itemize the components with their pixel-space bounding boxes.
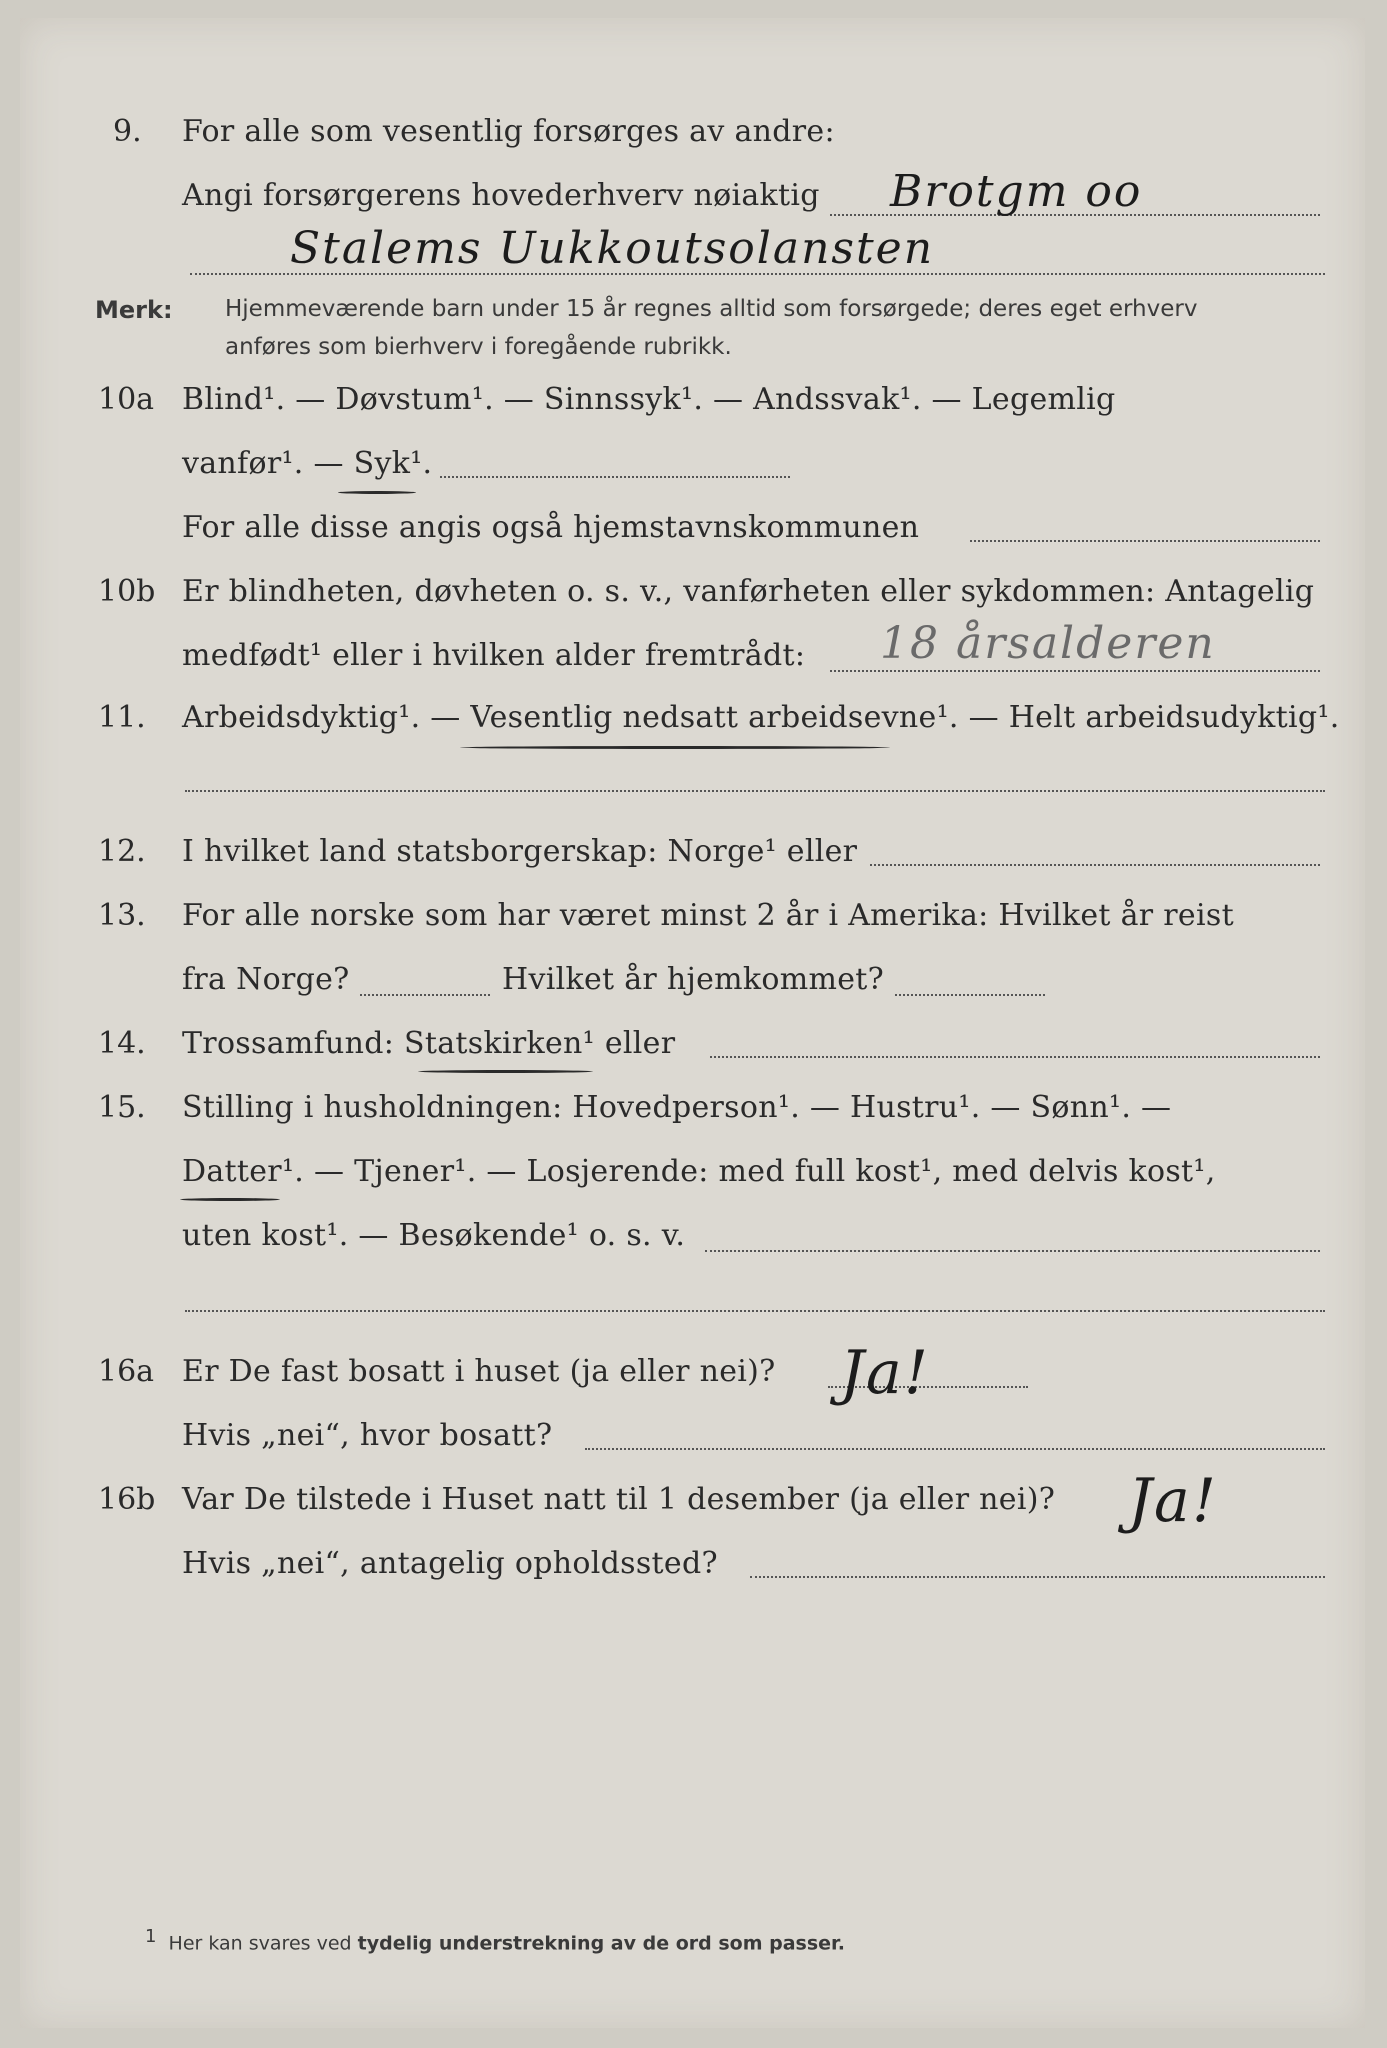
q10b-number: 10b — [98, 574, 156, 609]
q10a-number: 10a — [98, 382, 155, 417]
q11-answer-line — [185, 790, 1325, 792]
q13-left-answer-line — [360, 994, 490, 996]
q10b-answer-line — [830, 670, 1320, 672]
q14-answer-line — [710, 1056, 1320, 1058]
q16b-number: 16b — [98, 1482, 156, 1517]
q10a-hometown-line — [970, 540, 1320, 542]
q12-number: 12. — [98, 834, 146, 869]
q10a-syk-underline — [338, 491, 416, 494]
q16a-handwritten-answer: Ja! — [840, 1338, 930, 1408]
census-form-page — [20, 18, 1365, 2028]
q16b-line1: Var De tilstede i Huset natt til 1 desember (ja eller nei)? — [182, 1482, 1056, 1517]
q10b-line1: Er blindheten, døvheten o. s. v., vanførheten eller sykdommen: Antagelig — [182, 574, 1315, 609]
q9-handwritten-answer-1: Brotgm oo — [890, 166, 1143, 217]
q14-line: Trossamfund: Statskirken¹ eller — [182, 1026, 676, 1061]
q11-number: 11. — [98, 700, 146, 735]
q9-handwritten-answer-2: Stalems Uukkoutsolansten — [290, 223, 935, 274]
q16b-line2: Hvis „nei“, antagelig opholdssted? — [182, 1546, 718, 1581]
q15-datter-option: Datter — [182, 1154, 282, 1189]
q16a-number: 16a — [98, 1354, 155, 1389]
q14-underlined-option: Statskirken — [404, 1026, 583, 1061]
q13-right-answer-line — [895, 994, 1045, 996]
q15-line1: Stilling i husholdningen: Hovedperson¹. — Hustru¹. — Sønn¹. — — [182, 1090, 1172, 1125]
q10a-line1: Blind¹. — Døvstum¹. — Sinnssyk¹. — Andssvak¹. — Legemlig — [182, 382, 1116, 417]
q15-extra-line — [185, 1310, 1325, 1312]
q10b-handwritten-answer: 18 årsalderen — [880, 618, 1216, 669]
q16a-residence-line — [585, 1448, 1325, 1450]
q9-line2: Angi forsørgerens hovederhverv nøiaktig — [182, 178, 820, 213]
q10a-line3: For alle disse angis også hjemstavnskommunen — [182, 510, 920, 545]
q12-answer-line — [870, 864, 1320, 866]
q16b-handwritten-answer: Ja! — [1128, 1466, 1218, 1536]
q9-line1: For alle som vesentlig forsørges av andre: — [182, 114, 835, 149]
q13-line2b: Hvilket år hjemkommet? — [502, 962, 885, 997]
q11-underline — [460, 746, 890, 749]
q16b-location-line — [750, 1576, 1325, 1578]
merk-label: Merk: — [95, 296, 173, 324]
merk-line2: anføres som bierhverv i foregående rubrikk. — [225, 334, 732, 360]
q13-line1: For alle norske som har været minst 2 år i Amerika: Hvilket år reist — [182, 898, 1234, 933]
footnote: $^1$ Her kan svares ved tydelig understrekning av de ord som passer. — [145, 1926, 845, 1955]
q10a-line2: vanfør¹. — Syk¹. — [182, 446, 433, 481]
q15-line2: Datter¹. — Tjener¹. — Losjerende: med full kost¹, med delvis kost¹, — [182, 1154, 1216, 1189]
q13-line2a: fra Norge? — [182, 962, 350, 997]
q13-number: 13. — [98, 898, 146, 933]
q9-number: 9. — [113, 114, 142, 149]
q12-line: I hvilket land statsborgerskap: Norge¹ eller — [182, 834, 858, 869]
q11-underlined-option: Vesentlig nedsatt arbeidsevne — [470, 700, 937, 735]
q16a-line1: Er De fast bosatt i huset (ja eller nei)? — [182, 1354, 776, 1389]
q14-underline — [418, 1070, 593, 1073]
q15-line3: uten kost¹. — Besøkende¹ o. s. v. — [182, 1218, 686, 1253]
q10a-syk-option: Syk¹. — [353, 446, 433, 481]
q14-number: 14. — [98, 1026, 146, 1061]
q10a-answer-line — [440, 476, 790, 478]
q16a-line2: Hvis „nei“, hvor bosatt? — [182, 1418, 553, 1453]
q10b-line2: medfødt¹ eller i hvilken alder fremtrådt: — [182, 638, 806, 673]
q15-answer-line — [705, 1250, 1320, 1252]
q15-datter-underline — [180, 1198, 280, 1201]
merk-line1: Hjemmeværende barn under 15 år regnes alltid som forsørgede; deres eget erhverv — [225, 296, 1198, 322]
q11-line: Arbeidsdyktig¹. — Vesentlig nedsatt arbeidsevne¹. — Helt arbeidsudyktig¹. — [182, 700, 1340, 735]
q15-number: 15. — [98, 1090, 146, 1125]
